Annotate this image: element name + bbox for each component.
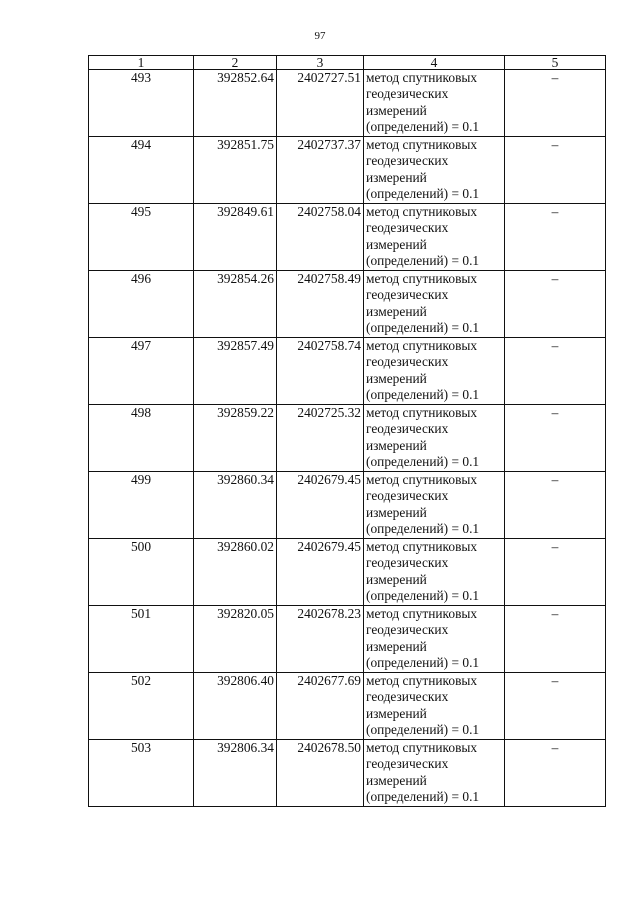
x-coordinate-cell: 392860.34 (194, 472, 277, 539)
y-coordinate-cell: 2402679.45 (277, 539, 364, 606)
table-header-row (89, 56, 606, 70)
table-row (89, 673, 606, 740)
note-cell: – (505, 204, 606, 271)
table-row (89, 204, 606, 271)
table-row (89, 606, 606, 673)
point-number-cell: 493 (89, 70, 194, 137)
note-cell: – (505, 740, 606, 807)
table-row (89, 405, 606, 472)
x-coordinate-cell: 392849.61 (194, 204, 277, 271)
y-coordinate-cell: 2402679.45 (277, 472, 364, 539)
y-coordinate-cell: 2402758.74 (277, 338, 364, 405)
method-cell: метод спутниковых геодезических измерений (определений) = 0.1 (364, 673, 505, 740)
column-header: 1 (89, 56, 194, 70)
table-body (89, 70, 606, 807)
note-cell: – (505, 137, 606, 204)
note-cell: – (505, 606, 606, 673)
method-cell: метод спутниковых геодезических измерений (определений) = 0.1 (364, 405, 505, 472)
table-row (89, 539, 606, 606)
method-cell: метод спутниковых геодезических измерений (определений) = 0.1 (364, 606, 505, 673)
note-cell: – (505, 539, 606, 606)
coordinates-table (88, 55, 606, 807)
method-cell: метод спутниковых геодезических измерений (определений) = 0.1 (364, 338, 505, 405)
y-coordinate-cell: 2402727.51 (277, 70, 364, 137)
y-coordinate-cell: 2402758.04 (277, 204, 364, 271)
note-cell: – (505, 673, 606, 740)
point-number-cell: 494 (89, 137, 194, 204)
page-number: 97 (314, 30, 326, 42)
point-number-cell: 495 (89, 204, 194, 271)
column-header: 2 (194, 56, 277, 70)
method-cell: метод спутниковых геодезических измерений (определений) = 0.1 (364, 539, 505, 606)
table-row (89, 70, 606, 137)
x-coordinate-cell: 392857.49 (194, 338, 277, 405)
method-cell: метод спутниковых геодезических измерений (определений) = 0.1 (364, 70, 505, 137)
point-number-cell: 496 (89, 271, 194, 338)
table-row (89, 137, 606, 204)
point-number-cell: 498 (89, 405, 194, 472)
note-cell: – (505, 271, 606, 338)
x-coordinate-cell: 392806.34 (194, 740, 277, 807)
table-row (89, 740, 606, 807)
table-row (89, 472, 606, 539)
point-number-cell: 502 (89, 673, 194, 740)
column-header: 5 (505, 56, 606, 70)
y-coordinate-cell: 2402678.23 (277, 606, 364, 673)
method-cell: метод спутниковых геодезических измерений (определений) = 0.1 (364, 137, 505, 204)
note-cell: – (505, 338, 606, 405)
y-coordinate-cell: 2402678.50 (277, 740, 364, 807)
x-coordinate-cell: 392820.05 (194, 606, 277, 673)
y-coordinate-cell: 2402758.49 (277, 271, 364, 338)
method-cell: метод спутниковых геодезических измерений (определений) = 0.1 (364, 740, 505, 807)
point-number-cell: 499 (89, 472, 194, 539)
column-header: 4 (364, 56, 505, 70)
note-cell: – (505, 472, 606, 539)
table-row (89, 271, 606, 338)
note-cell: – (505, 405, 606, 472)
x-coordinate-cell: 392854.26 (194, 271, 277, 338)
x-coordinate-cell: 392852.64 (194, 70, 277, 137)
point-number-cell: 501 (89, 606, 194, 673)
x-coordinate-cell: 392806.40 (194, 673, 277, 740)
method-cell: метод спутниковых геодезических измерений (определений) = 0.1 (364, 271, 505, 338)
y-coordinate-cell: 2402725.32 (277, 405, 364, 472)
x-coordinate-cell: 392860.02 (194, 539, 277, 606)
method-cell: метод спутниковых геодезических измерений (определений) = 0.1 (364, 204, 505, 271)
table-row (89, 338, 606, 405)
y-coordinate-cell: 2402737.37 (277, 137, 364, 204)
y-coordinate-cell: 2402677.69 (277, 673, 364, 740)
point-number-cell: 503 (89, 740, 194, 807)
method-cell: метод спутниковых геодезических измерений (определений) = 0.1 (364, 472, 505, 539)
point-number-cell: 497 (89, 338, 194, 405)
note-cell: – (505, 70, 606, 137)
x-coordinate-cell: 392859.22 (194, 405, 277, 472)
point-number-cell: 500 (89, 539, 194, 606)
x-coordinate-cell: 392851.75 (194, 137, 277, 204)
column-header: 3 (277, 56, 364, 70)
